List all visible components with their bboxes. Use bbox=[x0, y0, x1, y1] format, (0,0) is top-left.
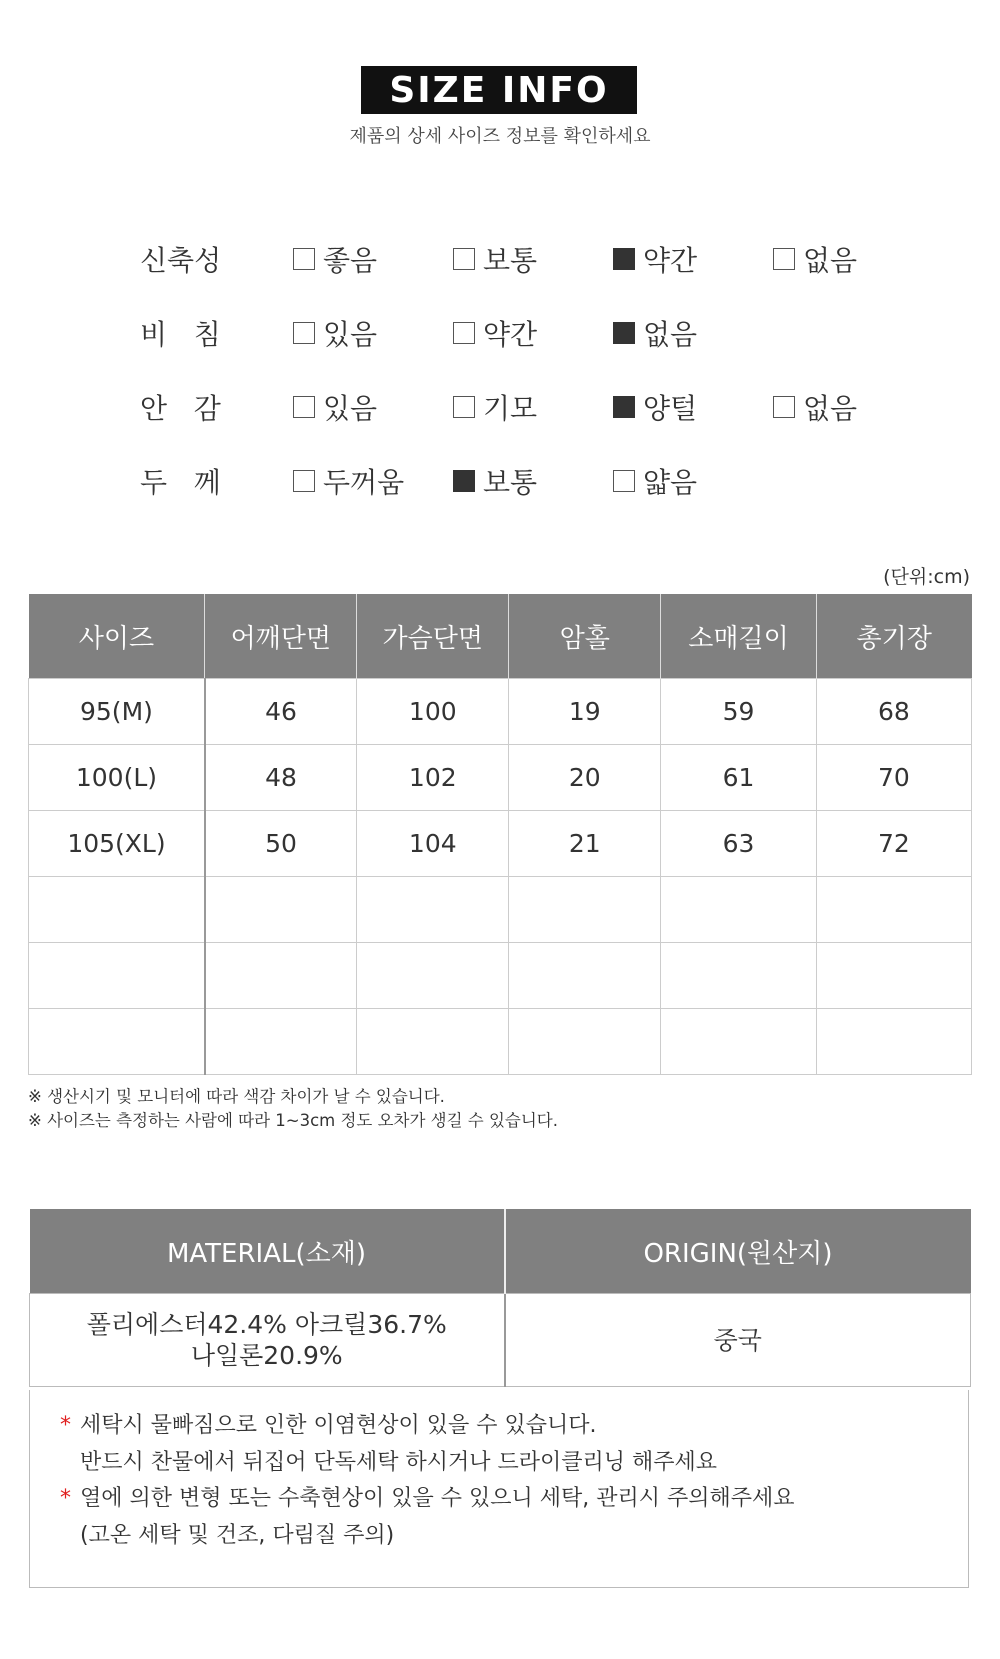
table-cell bbox=[661, 1009, 817, 1075]
table-cell bbox=[29, 943, 205, 1009]
attribute-option bbox=[613, 313, 697, 353]
size-table-header bbox=[29, 594, 972, 679]
unchecked-box-icon bbox=[613, 470, 635, 492]
attribute-label: 신축성 bbox=[140, 244, 222, 277]
table-row bbox=[29, 679, 972, 745]
table-cell bbox=[357, 1009, 509, 1075]
attribute-option bbox=[293, 239, 377, 279]
attribute-option bbox=[453, 239, 537, 279]
table-cell bbox=[816, 877, 971, 943]
table-row bbox=[29, 877, 972, 943]
note-size-error: ※ 사이즈는 측정하는 사람에 따라 1~3cm 정도 오차가 생길 수 있습니다. bbox=[28, 1111, 558, 1130]
attribute-option bbox=[613, 239, 697, 279]
table-cell: 105(XL) bbox=[29, 811, 205, 877]
note-color: ※ 생산시기 및 모니터에 따라 색감 차이가 날 수 있습니다. bbox=[28, 1087, 445, 1106]
table-cell: 104 bbox=[357, 811, 509, 877]
size-info-subtitle: 제품의 상세 사이즈 정보를 확인하세요 bbox=[349, 126, 651, 147]
table-cell bbox=[205, 943, 357, 1009]
size-column-header: 어깨단면 bbox=[205, 594, 357, 679]
attribute-option bbox=[293, 313, 377, 353]
attribute-option bbox=[773, 387, 857, 427]
option-label: 있음 bbox=[323, 318, 378, 351]
material-header: MATERIAL(소재) bbox=[30, 1209, 505, 1294]
table-cell: 72 bbox=[816, 811, 971, 877]
option-label: 보통 bbox=[483, 466, 538, 499]
care-line-3: * 열에 의한 변형 또는 수축현상이 있을 수 있으니 세탁, 관리시 주의해주세요 bbox=[60, 1486, 795, 1511]
table-cell bbox=[29, 1009, 205, 1075]
size-column-header: 사이즈 bbox=[29, 594, 205, 679]
table-cell: 48 bbox=[205, 745, 357, 811]
option-label: 없음 bbox=[643, 318, 698, 351]
table-row bbox=[29, 943, 972, 1009]
checked-box-icon bbox=[613, 248, 635, 270]
option-label: 보통 bbox=[483, 244, 538, 277]
care-line-4: (고온 세탁 및 건조, 다림질 주의) bbox=[80, 1523, 395, 1548]
attribute-option bbox=[453, 461, 537, 501]
attribute-option bbox=[453, 387, 537, 427]
size-column-header: 총기장 bbox=[816, 594, 971, 679]
table-row bbox=[29, 811, 972, 877]
table-cell bbox=[816, 1009, 971, 1075]
unchecked-box-icon bbox=[453, 322, 475, 344]
table-cell: 102 bbox=[357, 745, 509, 811]
material-table bbox=[29, 1209, 971, 1387]
unchecked-box-icon bbox=[453, 396, 475, 418]
table-cell: 70 bbox=[816, 745, 971, 811]
option-label: 있음 bbox=[323, 392, 378, 425]
checked-box-icon bbox=[613, 396, 635, 418]
option-label: 기모 bbox=[483, 392, 538, 425]
option-label: 좋음 bbox=[323, 244, 378, 277]
material-line-2: 나일론20.9% bbox=[190, 1341, 343, 1370]
checked-box-icon bbox=[613, 322, 635, 344]
table-cell bbox=[205, 877, 357, 943]
care-instructions bbox=[29, 1390, 969, 1588]
size-column-header: 소매길이 bbox=[661, 594, 817, 679]
table-cell: 46 bbox=[205, 679, 357, 745]
table-cell: 68 bbox=[816, 679, 971, 745]
table-row bbox=[29, 1009, 972, 1075]
origin-header: ORIGIN(원산지) bbox=[505, 1209, 971, 1294]
checked-box-icon bbox=[453, 470, 475, 492]
table-row bbox=[29, 745, 972, 811]
table-cell: 59 bbox=[661, 679, 817, 745]
option-label: 약간 bbox=[483, 318, 538, 351]
table-cell: 50 bbox=[205, 811, 357, 877]
option-label: 없음 bbox=[803, 244, 858, 277]
unit-label: (단위:cm) bbox=[883, 566, 970, 588]
option-label: 양털 bbox=[643, 392, 698, 425]
size-table bbox=[28, 594, 972, 1075]
table-cell bbox=[357, 943, 509, 1009]
option-label: 약간 bbox=[643, 244, 698, 277]
size-column-header: 가슴단면 bbox=[357, 594, 509, 679]
attribute-option bbox=[293, 461, 404, 501]
table-cell bbox=[509, 1009, 661, 1075]
unchecked-box-icon bbox=[293, 322, 315, 344]
asterisk-icon: * bbox=[60, 1413, 71, 1438]
care-line-2: 반드시 찬물에서 뒤집어 단독세탁 하시거나 드라이클리닝 해주세요 bbox=[80, 1450, 718, 1475]
table-cell bbox=[661, 943, 817, 1009]
table-cell bbox=[509, 943, 661, 1009]
material-line-1: 폴리에스터42.4% 아크릴36.7% bbox=[86, 1310, 447, 1339]
care-line-1: * 세탁시 물빠짐으로 인한 이염현상이 있을 수 있습니다. bbox=[60, 1413, 597, 1438]
table-cell bbox=[357, 877, 509, 943]
option-label: 얇음 bbox=[643, 466, 698, 499]
table-cell: 63 bbox=[661, 811, 817, 877]
unchecked-box-icon bbox=[293, 396, 315, 418]
attribute-label: 두 께 bbox=[140, 466, 221, 499]
table-cell bbox=[205, 1009, 357, 1075]
material-cell bbox=[30, 1294, 505, 1387]
table-cell: 19 bbox=[509, 679, 661, 745]
size-column-header: 암홀 bbox=[509, 594, 661, 679]
table-cell: 95(M) bbox=[29, 679, 205, 745]
unchecked-box-icon bbox=[293, 470, 315, 492]
unchecked-box-icon bbox=[773, 396, 795, 418]
table-cell: 100 bbox=[357, 679, 509, 745]
attribute-label: 비 침 bbox=[140, 318, 221, 351]
table-cell: 20 bbox=[509, 745, 661, 811]
size-info-title: SIZE INFO bbox=[361, 66, 637, 114]
unchecked-box-icon bbox=[773, 248, 795, 270]
table-cell: 21 bbox=[509, 811, 661, 877]
unchecked-box-icon bbox=[453, 248, 475, 270]
table-cell: 61 bbox=[661, 745, 817, 811]
attribute-option bbox=[613, 461, 697, 501]
table-cell bbox=[661, 877, 817, 943]
attribute-option bbox=[773, 239, 857, 279]
attribute-label: 안 감 bbox=[140, 392, 221, 425]
table-cell bbox=[29, 877, 205, 943]
table-cell bbox=[509, 877, 661, 943]
unchecked-box-icon bbox=[293, 248, 315, 270]
option-label: 없음 bbox=[803, 392, 858, 425]
attribute-option bbox=[293, 387, 377, 427]
table-cell bbox=[816, 943, 971, 1009]
option-label: 두꺼움 bbox=[323, 466, 405, 499]
asterisk-icon: * bbox=[60, 1486, 71, 1511]
attribute-option bbox=[453, 313, 537, 353]
table-cell: 100(L) bbox=[29, 745, 205, 811]
origin-cell: 중국 bbox=[505, 1294, 971, 1387]
attribute-option bbox=[613, 387, 697, 427]
